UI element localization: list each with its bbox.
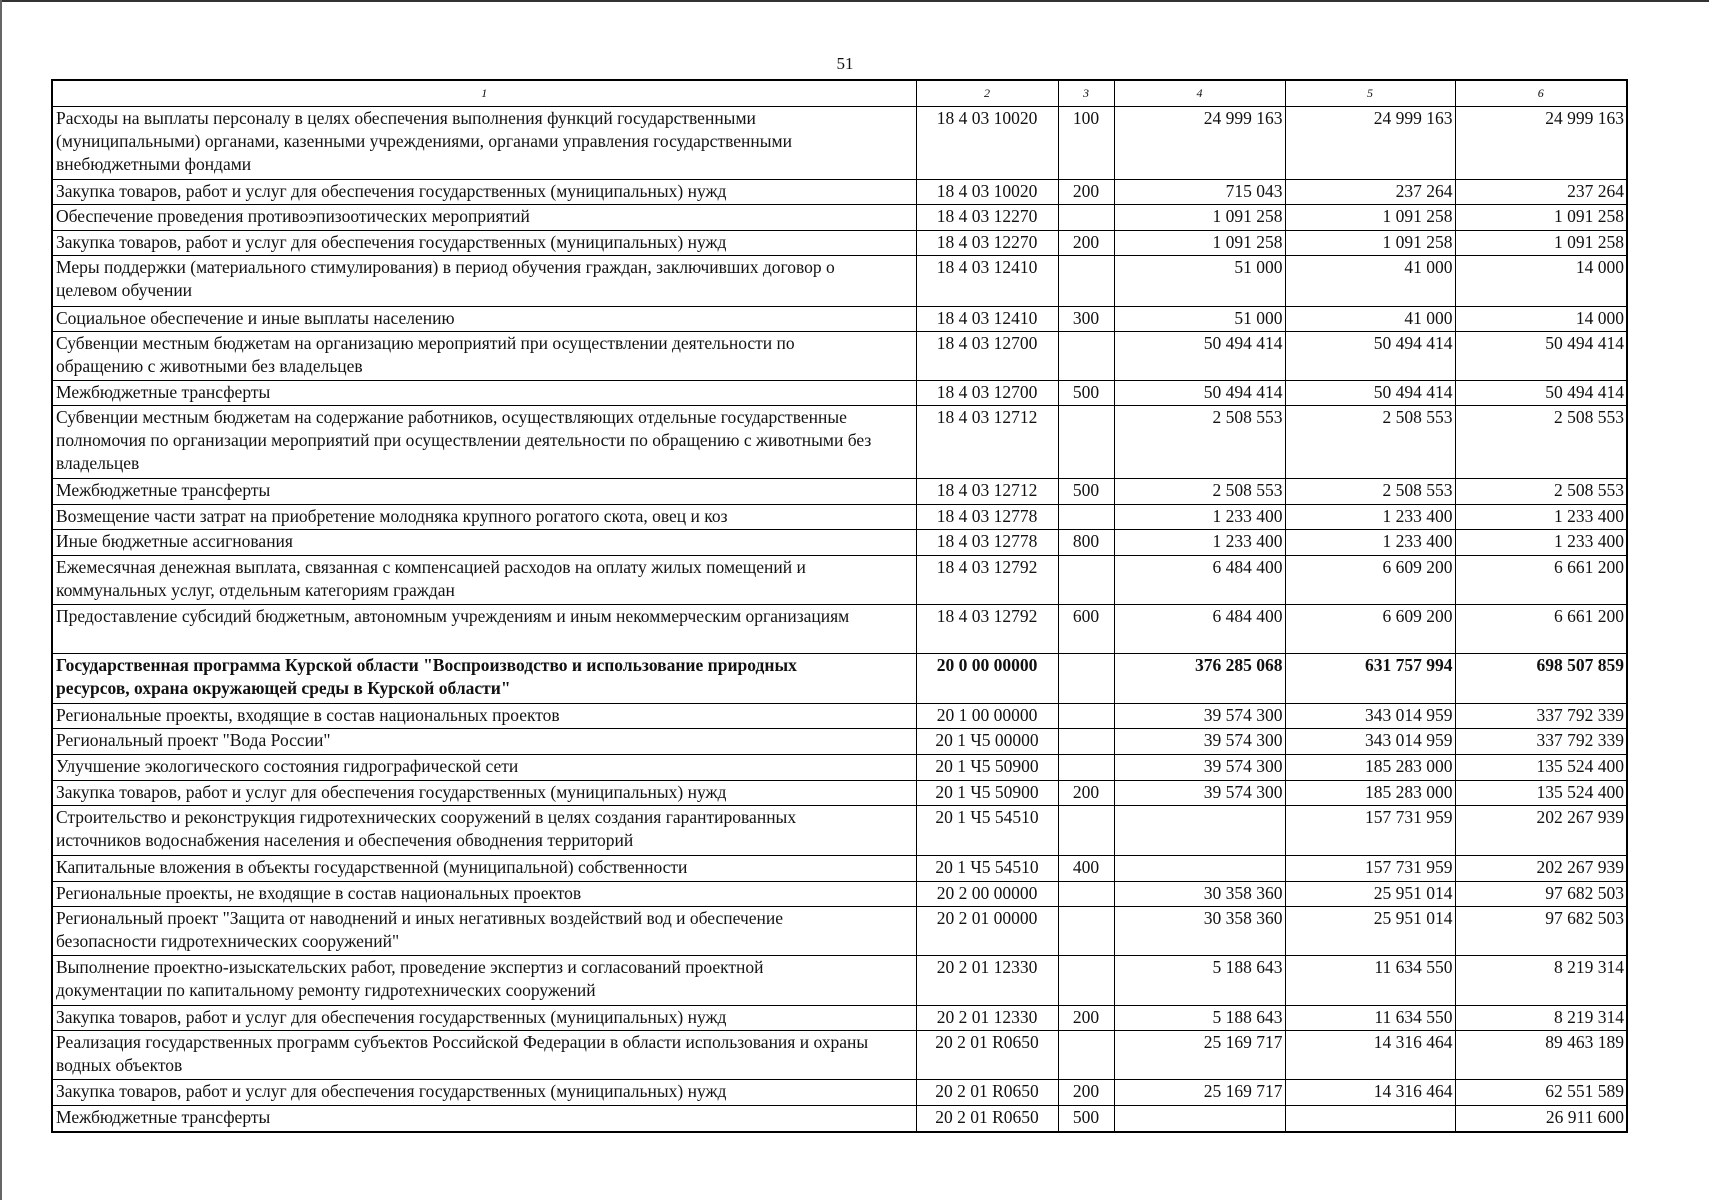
row-code: 18 4 03 12270: [916, 204, 1058, 230]
row-value-col4: 30 358 360: [1114, 906, 1285, 955]
column-number-header: 1: [52, 80, 916, 106]
table-row: [52, 1079, 1627, 1105]
row-code: 18 4 03 12792: [916, 555, 1058, 604]
table-row: [52, 255, 1627, 306]
row-value-col6: 1 233 400: [1455, 529, 1627, 555]
row-name: Межбюджетные трансферты: [52, 1105, 916, 1132]
row-code: 18 4 03 12792: [916, 604, 1058, 653]
row-code: 20 1 Ч5 50900: [916, 780, 1058, 805]
row-expense-type: 200: [1058, 230, 1114, 255]
scan-edge-left: [0, 0, 2, 1200]
table-row: [52, 179, 1627, 204]
row-value-col6: 50 494 414: [1455, 331, 1627, 380]
row-value-col5: 343 014 959: [1285, 728, 1455, 754]
row-code: 20 2 01 R0650: [916, 1079, 1058, 1105]
row-value-col4: 376 285 068: [1114, 653, 1285, 703]
row-value-col4: 25 169 717: [1114, 1030, 1285, 1079]
row-value-col6: 50 494 414: [1455, 380, 1627, 405]
row-name: Улучшение экологического состояния гидрографической сети: [52, 754, 916, 780]
row-expense-type: [1058, 805, 1114, 855]
table-row: [52, 1105, 1627, 1132]
row-value-col4: 715 043: [1114, 179, 1285, 204]
row-value-col6: 6 661 200: [1455, 555, 1627, 604]
table-row: [52, 805, 1627, 855]
row-name: Региональные проекты, входящие в состав национальных проектов: [52, 703, 916, 728]
row-name: Социальное обеспечение и иные выплаты населению: [52, 306, 916, 331]
row-name: Закупка товаров, работ и услуг для обеспечения государственных (муниципальных) нужд: [52, 1079, 916, 1105]
row-value-col6: 2 508 553: [1455, 405, 1627, 478]
row-value-col5: 1 091 258: [1285, 230, 1455, 255]
table-row: [52, 405, 1627, 478]
row-value-col6: 97 682 503: [1455, 906, 1627, 955]
row-name: Ежемесячная денежная выплата, связанная с компенсацией расходов на оплату жилых помещений и коммунальных услуг, отдельным категориям граждан: [52, 555, 916, 604]
row-code: 20 2 01 12330: [916, 955, 1058, 1005]
scan-edge-top: [0, 0, 1709, 2]
table-row: [52, 728, 1627, 754]
row-value-col6: 698 507 859: [1455, 653, 1627, 703]
row-name: Субвенции местным бюджетам на организацию мероприятий при осуществлении деятельности по обращению с животными без владельцев: [52, 331, 916, 380]
budget-table: [51, 79, 1628, 1133]
row-code: 18 4 03 12410: [916, 306, 1058, 331]
row-code: 18 4 03 12700: [916, 380, 1058, 405]
page-number: 51: [836, 54, 854, 73]
row-value-col5: 185 283 000: [1285, 754, 1455, 780]
row-name: Строительство и реконструкция гидротехнических сооружений в целях создания гарантированных источников водоснабжения населения и обеспечения обводнения территорий: [52, 805, 916, 855]
row-value-col5: 157 731 959: [1285, 805, 1455, 855]
row-value-col6: 135 524 400: [1455, 780, 1627, 805]
row-value-col6: 2 508 553: [1455, 478, 1627, 504]
row-name: Капитальные вложения в объекты государственной (муниципальной) собственности: [52, 855, 916, 881]
table-row: [52, 504, 1627, 529]
row-value-col5: 41 000: [1285, 255, 1455, 306]
table-row: [52, 653, 1627, 703]
column-number-row: [52, 80, 1627, 106]
column-number-header: 2: [916, 80, 1058, 106]
table-row: [52, 106, 1627, 179]
row-name: Обеспечение проведения противоэпизоотических мероприятий: [52, 204, 916, 230]
row-value-col5: 50 494 414: [1285, 380, 1455, 405]
row-value-col5: 1 233 400: [1285, 529, 1455, 555]
row-code: 18 4 03 12712: [916, 405, 1058, 478]
row-value-col4: 30 358 360: [1114, 881, 1285, 906]
row-expense-type: 300: [1058, 306, 1114, 331]
row-name: Субвенции местным бюджетам на содержание работников, осуществляющих отдельные государственные полномочия по организации мероприятий при осуществлении деятельности по обращению с животными без владельцев: [52, 405, 916, 478]
row-expense-type: [1058, 504, 1114, 529]
row-code: 20 2 01 R0650: [916, 1105, 1058, 1132]
table-row: [52, 604, 1627, 653]
column-number-header: 5: [1285, 80, 1455, 106]
row-value-col4: 5 188 643: [1114, 1005, 1285, 1030]
row-expense-type: 100: [1058, 106, 1114, 179]
row-code: 18 4 03 12712: [916, 478, 1058, 504]
row-code: 20 2 01 00000: [916, 906, 1058, 955]
row-value-col5: 25 951 014: [1285, 906, 1455, 955]
row-value-col4: 2 508 553: [1114, 478, 1285, 504]
row-expense-type: 200: [1058, 780, 1114, 805]
row-expense-type: [1058, 881, 1114, 906]
row-name: Предоставление субсидий бюджетным, автономным учреждениям и иным некоммерческим организациям: [52, 604, 916, 653]
row-value-col4: 1 233 400: [1114, 504, 1285, 529]
row-expense-type: [1058, 555, 1114, 604]
row-expense-type: 500: [1058, 380, 1114, 405]
row-value-col4: 39 574 300: [1114, 703, 1285, 728]
row-value-col6: 1 233 400: [1455, 504, 1627, 529]
row-value-col5: 6 609 200: [1285, 604, 1455, 653]
row-name: Региональный проект "Защита от наводнений и иных негативных воздействий вод и обеспечение безопасности гидротехнических сооружений": [52, 906, 916, 955]
row-value-col5: 237 264: [1285, 179, 1455, 204]
row-value-col4: 6 484 400: [1114, 604, 1285, 653]
row-value-col6: 14 000: [1455, 255, 1627, 306]
table-row: [52, 1030, 1627, 1079]
row-expense-type: 500: [1058, 1105, 1114, 1132]
row-name: Государственная программа Курской области "Воспроизводство и использование природных ресурсов, охрана окружающей среды в Курской области": [52, 653, 916, 703]
row-value-col4: 50 494 414: [1114, 331, 1285, 380]
table-row: [52, 754, 1627, 780]
row-code: 20 0 00 00000: [916, 653, 1058, 703]
row-value-col4: 51 000: [1114, 306, 1285, 331]
row-value-col4: 1 091 258: [1114, 204, 1285, 230]
row-code: 20 1 Ч5 00000: [916, 728, 1058, 754]
row-code: 20 2 00 00000: [916, 881, 1058, 906]
table-row: [52, 955, 1627, 1005]
row-value-col6: 237 264: [1455, 179, 1627, 204]
row-value-col6: 89 463 189: [1455, 1030, 1627, 1079]
row-value-col4: 2 508 553: [1114, 405, 1285, 478]
row-expense-type: 200: [1058, 1079, 1114, 1105]
row-expense-type: [1058, 906, 1114, 955]
row-expense-type: 400: [1058, 855, 1114, 881]
table-row: [52, 306, 1627, 331]
table-body: [52, 106, 1627, 1132]
row-code: 18 4 03 10020: [916, 179, 1058, 204]
row-value-col5: 1 233 400: [1285, 504, 1455, 529]
row-value-col6: 1 091 258: [1455, 230, 1627, 255]
row-value-col4: 39 574 300: [1114, 780, 1285, 805]
row-code: 20 1 Ч5 50900: [916, 754, 1058, 780]
row-value-col5: 24 999 163: [1285, 106, 1455, 179]
column-number-header: 6: [1455, 80, 1627, 106]
row-name: Закупка товаров, работ и услуг для обеспечения государственных (муниципальных) нужд: [52, 780, 916, 805]
row-value-col5: 157 731 959: [1285, 855, 1455, 881]
row-expense-type: 800: [1058, 529, 1114, 555]
row-name: Региональный проект "Вода России": [52, 728, 916, 754]
row-code: 20 1 Ч5 54510: [916, 855, 1058, 881]
row-value-col5: 185 283 000: [1285, 780, 1455, 805]
row-expense-type: [1058, 728, 1114, 754]
row-name: Расходы на выплаты персоналу в целях обеспечения выполнения функций государственными (муниципальными) органами, казенными учреждениями, органами управления государственными внебюджетными фондами: [52, 106, 916, 179]
row-value-col4: 1 233 400: [1114, 529, 1285, 555]
row-code: 18 4 03 12778: [916, 504, 1058, 529]
row-expense-type: [1058, 703, 1114, 728]
row-expense-type: 200: [1058, 179, 1114, 204]
row-value-col5: 1 091 258: [1285, 204, 1455, 230]
row-value-col6: 8 219 314: [1455, 1005, 1627, 1030]
row-value-col4: 24 999 163: [1114, 106, 1285, 179]
row-value-col5: 25 951 014: [1285, 881, 1455, 906]
row-code: 18 4 03 12410: [916, 255, 1058, 306]
row-value-col4: 51 000: [1114, 255, 1285, 306]
row-value-col6: 1 091 258: [1455, 204, 1627, 230]
row-value-col6: 337 792 339: [1455, 703, 1627, 728]
column-number-header: 4: [1114, 80, 1285, 106]
row-name: Закупка товаров, работ и услуг для обеспечения государственных (муниципальных) нужд: [52, 1005, 916, 1030]
row-name: Региональные проекты, не входящие в состав национальных проектов: [52, 881, 916, 906]
table-row: [52, 855, 1627, 881]
row-expense-type: 600: [1058, 604, 1114, 653]
table-row: [52, 204, 1627, 230]
table-row: [52, 478, 1627, 504]
column-number-header: 3: [1058, 80, 1114, 106]
row-expense-type: [1058, 653, 1114, 703]
row-expense-type: [1058, 955, 1114, 1005]
row-value-col6: 97 682 503: [1455, 881, 1627, 906]
row-code: 20 1 Ч5 54510: [916, 805, 1058, 855]
row-value-col6: 337 792 339: [1455, 728, 1627, 754]
row-name: Возмещение части затрат на приобретение молодняка крупного рогатого скота, овец и коз: [52, 504, 916, 529]
row-expense-type: [1058, 204, 1114, 230]
row-name: Закупка товаров, работ и услуг для обеспечения государственных (муниципальных) нужд: [52, 230, 916, 255]
table-row: [52, 380, 1627, 405]
row-value-col5: 41 000: [1285, 306, 1455, 331]
row-expense-type: [1058, 405, 1114, 478]
row-value-col6: 24 999 163: [1455, 106, 1627, 179]
table-row: [52, 1005, 1627, 1030]
row-name: Реализация государственных программ субъектов Российской Федерации в области использования и охраны водных объектов: [52, 1030, 916, 1079]
row-name: Межбюджетные трансферты: [52, 380, 916, 405]
table-row: [52, 703, 1627, 728]
table-row: [52, 780, 1627, 805]
row-value-col6: 202 267 939: [1455, 855, 1627, 881]
row-value-col4: 50 494 414: [1114, 380, 1285, 405]
row-name: Выполнение проектно-изыскательских работ, проведение экспертиз и согласований проектной документации по капитальному ремонту гидротехнических сооружений: [52, 955, 916, 1005]
row-value-col5: [1285, 1105, 1455, 1132]
row-expense-type: [1058, 331, 1114, 380]
row-value-col5: 631 757 994: [1285, 653, 1455, 703]
table-row: [52, 555, 1627, 604]
table-row: [52, 906, 1627, 955]
row-code: 18 4 03 12778: [916, 529, 1058, 555]
row-code: 18 4 03 12700: [916, 331, 1058, 380]
row-value-col6: 26 911 600: [1455, 1105, 1627, 1132]
row-value-col4: 1 091 258: [1114, 230, 1285, 255]
row-value-col5: 2 508 553: [1285, 405, 1455, 478]
row-code: 20 1 00 00000: [916, 703, 1058, 728]
row-value-col4: [1114, 1105, 1285, 1132]
row-value-col5: 11 634 550: [1285, 955, 1455, 1005]
row-value-col5: 343 014 959: [1285, 703, 1455, 728]
row-value-col6: 62 551 589: [1455, 1079, 1627, 1105]
row-value-col6: 14 000: [1455, 306, 1627, 331]
row-value-col5: 6 609 200: [1285, 555, 1455, 604]
row-name: Меры поддержки (материального стимулирования) в период обучения граждан, заключивших договор о целевом обучении: [52, 255, 916, 306]
table-row: [52, 230, 1627, 255]
row-expense-type: [1058, 255, 1114, 306]
row-expense-type: 200: [1058, 1005, 1114, 1030]
row-value-col4: 39 574 300: [1114, 728, 1285, 754]
row-value-col5: 14 316 464: [1285, 1030, 1455, 1079]
row-value-col4: 25 169 717: [1114, 1079, 1285, 1105]
row-value-col5: 50 494 414: [1285, 331, 1455, 380]
row-value-col5: 14 316 464: [1285, 1079, 1455, 1105]
row-name: Закупка товаров, работ и услуг для обеспечения государственных (муниципальных) нужд: [52, 179, 916, 204]
row-code: 20 2 01 R0650: [916, 1030, 1058, 1079]
row-value-col6: 135 524 400: [1455, 754, 1627, 780]
row-value-col4: [1114, 805, 1285, 855]
row-code: 18 4 03 12270: [916, 230, 1058, 255]
row-name: Иные бюджетные ассигнования: [52, 529, 916, 555]
row-value-col4: [1114, 855, 1285, 881]
row-value-col4: 5 188 643: [1114, 955, 1285, 1005]
row-expense-type: 500: [1058, 478, 1114, 504]
row-value-col4: 39 574 300: [1114, 754, 1285, 780]
row-value-col4: 6 484 400: [1114, 555, 1285, 604]
row-name: Межбюджетные трансферты: [52, 478, 916, 504]
table-row: [52, 331, 1627, 380]
row-value-col6: 6 661 200: [1455, 604, 1627, 653]
table-row: [52, 529, 1627, 555]
row-expense-type: [1058, 1030, 1114, 1079]
row-value-col6: 202 267 939: [1455, 805, 1627, 855]
row-value-col5: 2 508 553: [1285, 478, 1455, 504]
row-expense-type: [1058, 754, 1114, 780]
row-value-col6: 8 219 314: [1455, 955, 1627, 1005]
table-row: [52, 881, 1627, 906]
row-value-col5: 11 634 550: [1285, 1005, 1455, 1030]
row-code: 20 2 01 12330: [916, 1005, 1058, 1030]
row-code: 18 4 03 10020: [916, 106, 1058, 179]
